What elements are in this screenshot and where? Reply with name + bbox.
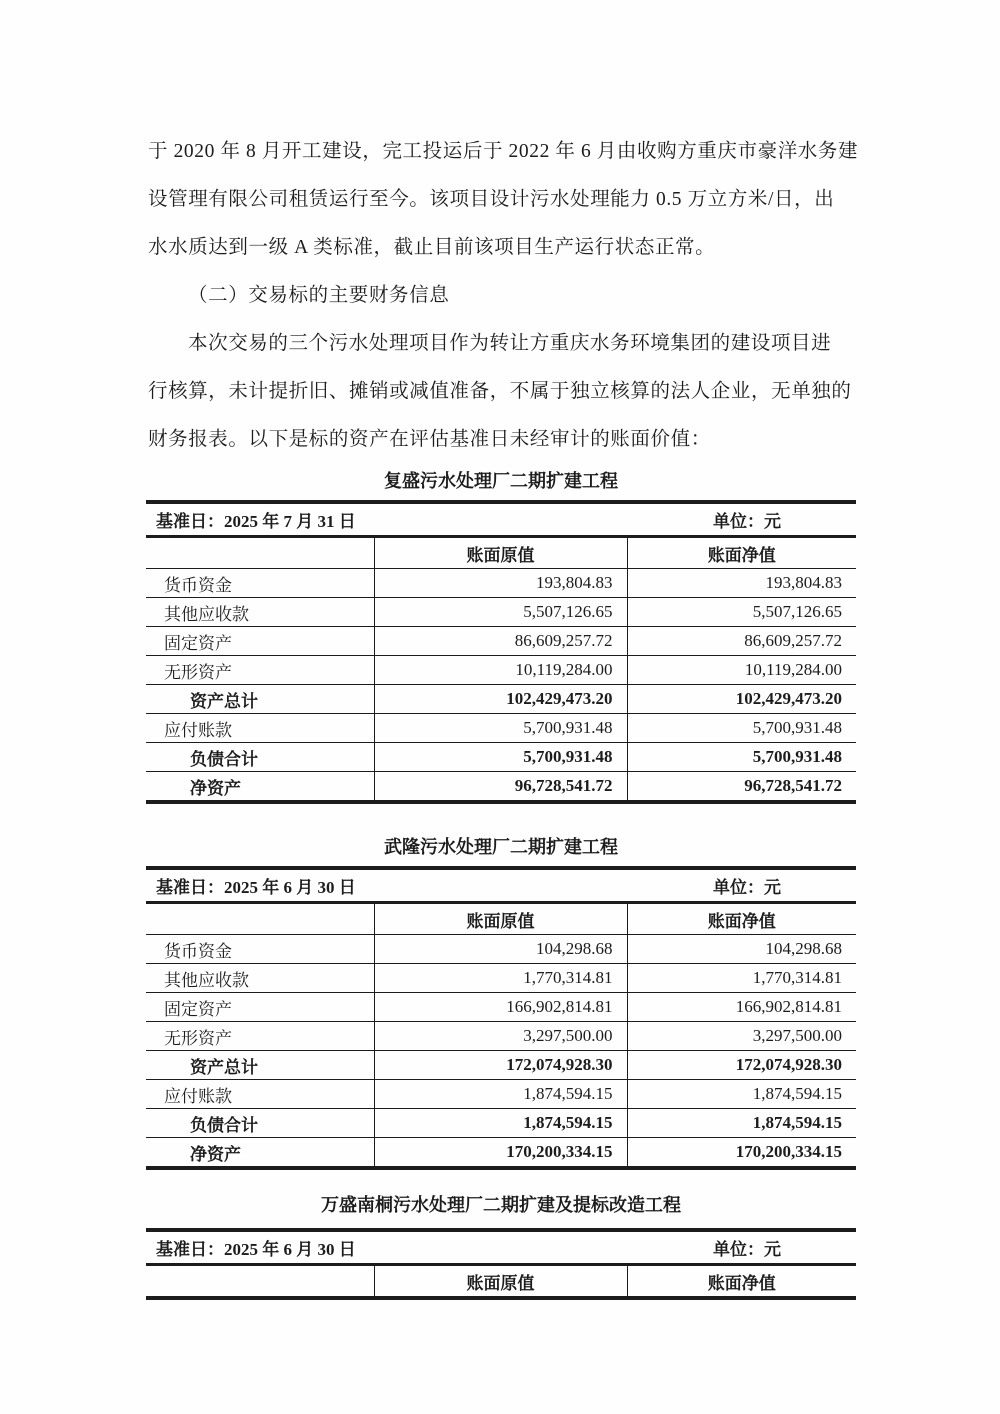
header-net-value: 账面净值 (627, 537, 856, 569)
row-net-value: 5,700,931.48 (627, 714, 856, 743)
row-label: 资产总计 (146, 685, 374, 714)
header-row (146, 537, 856, 569)
table-row-total-liabilities (146, 1109, 856, 1138)
row-label: 其他应收款 (146, 964, 374, 993)
row-original-value: 86,609,257.72 (374, 627, 627, 656)
table-row-total-liabilities (146, 743, 856, 772)
row-net-value: 96,728,541.72 (627, 772, 856, 803)
row-original-value: 1,770,314.81 (374, 964, 627, 993)
row-label: 负债合计 (146, 743, 374, 772)
row-original-value: 5,700,931.48 (374, 743, 627, 772)
header-original-value: 账面原值 (374, 903, 627, 935)
header-blank-cell (146, 1265, 374, 1299)
unit-label: 单位：元 (627, 1230, 856, 1265)
row-label: 固定资产 (146, 993, 374, 1022)
base-date-label: 基准日：2025 年 6 月 30 日 (146, 868, 627, 903)
paragraph-line: 行核算，未计提折旧、摊销或减值准备，不属于独立核算的法人企业，无单独的 (148, 381, 852, 402)
row-net-value: 1,770,314.81 (627, 964, 856, 993)
row-net-value: 193,804.83 (627, 569, 856, 598)
row-net-value: 172,074,928.30 (627, 1051, 856, 1080)
table-row (146, 964, 856, 993)
header-blank-cell (146, 903, 374, 935)
row-original-value: 1,874,594.15 (374, 1080, 627, 1109)
table-row (146, 714, 856, 743)
row-label: 无形资产 (146, 1022, 374, 1051)
table-row (146, 935, 856, 964)
row-label: 净资产 (146, 1138, 374, 1169)
row-label: 净资产 (146, 772, 374, 803)
header-original-value: 账面原值 (374, 1265, 627, 1299)
row-net-value: 102,429,473.20 (627, 685, 856, 714)
row-label: 固定资产 (146, 627, 374, 656)
row-net-value: 1,874,594.15 (627, 1080, 856, 1109)
section-heading: （二）交易标的主要财务信息 (188, 285, 450, 306)
row-net-value: 166,902,814.81 (627, 993, 856, 1022)
row-original-value: 170,200,334.15 (374, 1138, 627, 1169)
financial-table-wansheng (146, 1228, 856, 1300)
row-original-value: 3,297,500.00 (374, 1022, 627, 1051)
row-label: 货币资金 (146, 569, 374, 598)
paragraph-line: 于 2020 年 8 月开工建设，完工投运后于 2022 年 6 月由收购方重庆市豪洋水务建 (148, 141, 859, 162)
header-row (146, 903, 856, 935)
row-label: 无形资产 (146, 656, 374, 685)
row-net-value: 1,874,594.15 (627, 1109, 856, 1138)
row-original-value: 5,507,126.65 (374, 598, 627, 627)
row-label: 应付账款 (146, 714, 374, 743)
financial-table-wulong (146, 866, 856, 1170)
row-original-value: 166,902,814.81 (374, 993, 627, 1022)
table-row-net-assets (146, 772, 856, 803)
row-original-value: 1,874,594.15 (374, 1109, 627, 1138)
table-row (146, 1080, 856, 1109)
table-row-net-assets (146, 1138, 856, 1169)
table-row-total-assets (146, 1051, 856, 1080)
row-label: 其他应收款 (146, 598, 374, 627)
table-title-wansheng: 万盛南桐污水处理厂二期扩建及提标改造工程 (321, 1195, 681, 1215)
base-date-label: 基准日：2025 年 6 月 30 日 (146, 1230, 627, 1265)
paragraph-line: 设管理有限公司租赁运行至今。该项目设计污水处理能力 0.5 万立方米/日，出 (148, 189, 835, 210)
header-original-value: 账面原值 (374, 537, 627, 569)
base-date-label: 基准日：2025 年 7 月 31 日 (146, 502, 627, 537)
row-label: 负债合计 (146, 1109, 374, 1138)
row-net-value: 10,119,284.00 (627, 656, 856, 685)
table-row (146, 656, 856, 685)
row-original-value: 102,429,473.20 (374, 685, 627, 714)
table-title-fusheng: 复盛污水处理厂二期扩建工程 (384, 471, 618, 491)
row-original-value: 193,804.83 (374, 569, 627, 598)
row-original-value: 172,074,928.30 (374, 1051, 627, 1080)
base-date-row (146, 868, 856, 903)
table-row (146, 598, 856, 627)
row-label: 货币资金 (146, 935, 374, 964)
table-title-wulong: 武隆污水处理厂二期扩建工程 (384, 837, 618, 857)
section-heading-block (148, 272, 858, 320)
row-original-value: 96,728,541.72 (374, 772, 627, 803)
table-row (146, 569, 856, 598)
paragraph-line: 财务报表。以下是标的资产在评估基准日未经审计的账面价值： (148, 429, 711, 450)
row-net-value: 170,200,334.15 (627, 1138, 856, 1169)
body-paragraph (148, 320, 858, 464)
base-date-row (146, 502, 856, 537)
financial-table-fusheng (146, 500, 856, 804)
header-net-value: 账面净值 (627, 903, 856, 935)
header-blank-cell (146, 537, 374, 569)
row-label: 资产总计 (146, 1051, 374, 1080)
intro-paragraph (148, 128, 858, 272)
row-net-value: 86,609,257.72 (627, 627, 856, 656)
table-row (146, 993, 856, 1022)
header-row (146, 1265, 856, 1299)
table-row-total-assets (146, 685, 856, 714)
header-net-value: 账面净值 (627, 1265, 856, 1299)
row-label: 应付账款 (146, 1080, 374, 1109)
paragraph-line: 本次交易的三个污水处理项目作为转让方重庆水务环境集团的建设项目进 (188, 333, 832, 354)
base-date-row (146, 1230, 856, 1265)
paragraph-line: 水水质达到一级 A 类标准，截止目前该项目生产运行状态正常。 (148, 237, 716, 258)
row-original-value: 5,700,931.48 (374, 714, 627, 743)
row-original-value: 10,119,284.00 (374, 656, 627, 685)
table-row (146, 1022, 856, 1051)
row-net-value: 5,507,126.65 (627, 598, 856, 627)
table-row (146, 627, 856, 656)
row-original-value: 104,298.68 (374, 935, 627, 964)
row-net-value: 3,297,500.00 (627, 1022, 856, 1051)
row-net-value: 104,298.68 (627, 935, 856, 964)
unit-label: 单位：元 (627, 868, 856, 903)
row-net-value: 5,700,931.48 (627, 743, 856, 772)
unit-label: 单位：元 (627, 502, 856, 537)
